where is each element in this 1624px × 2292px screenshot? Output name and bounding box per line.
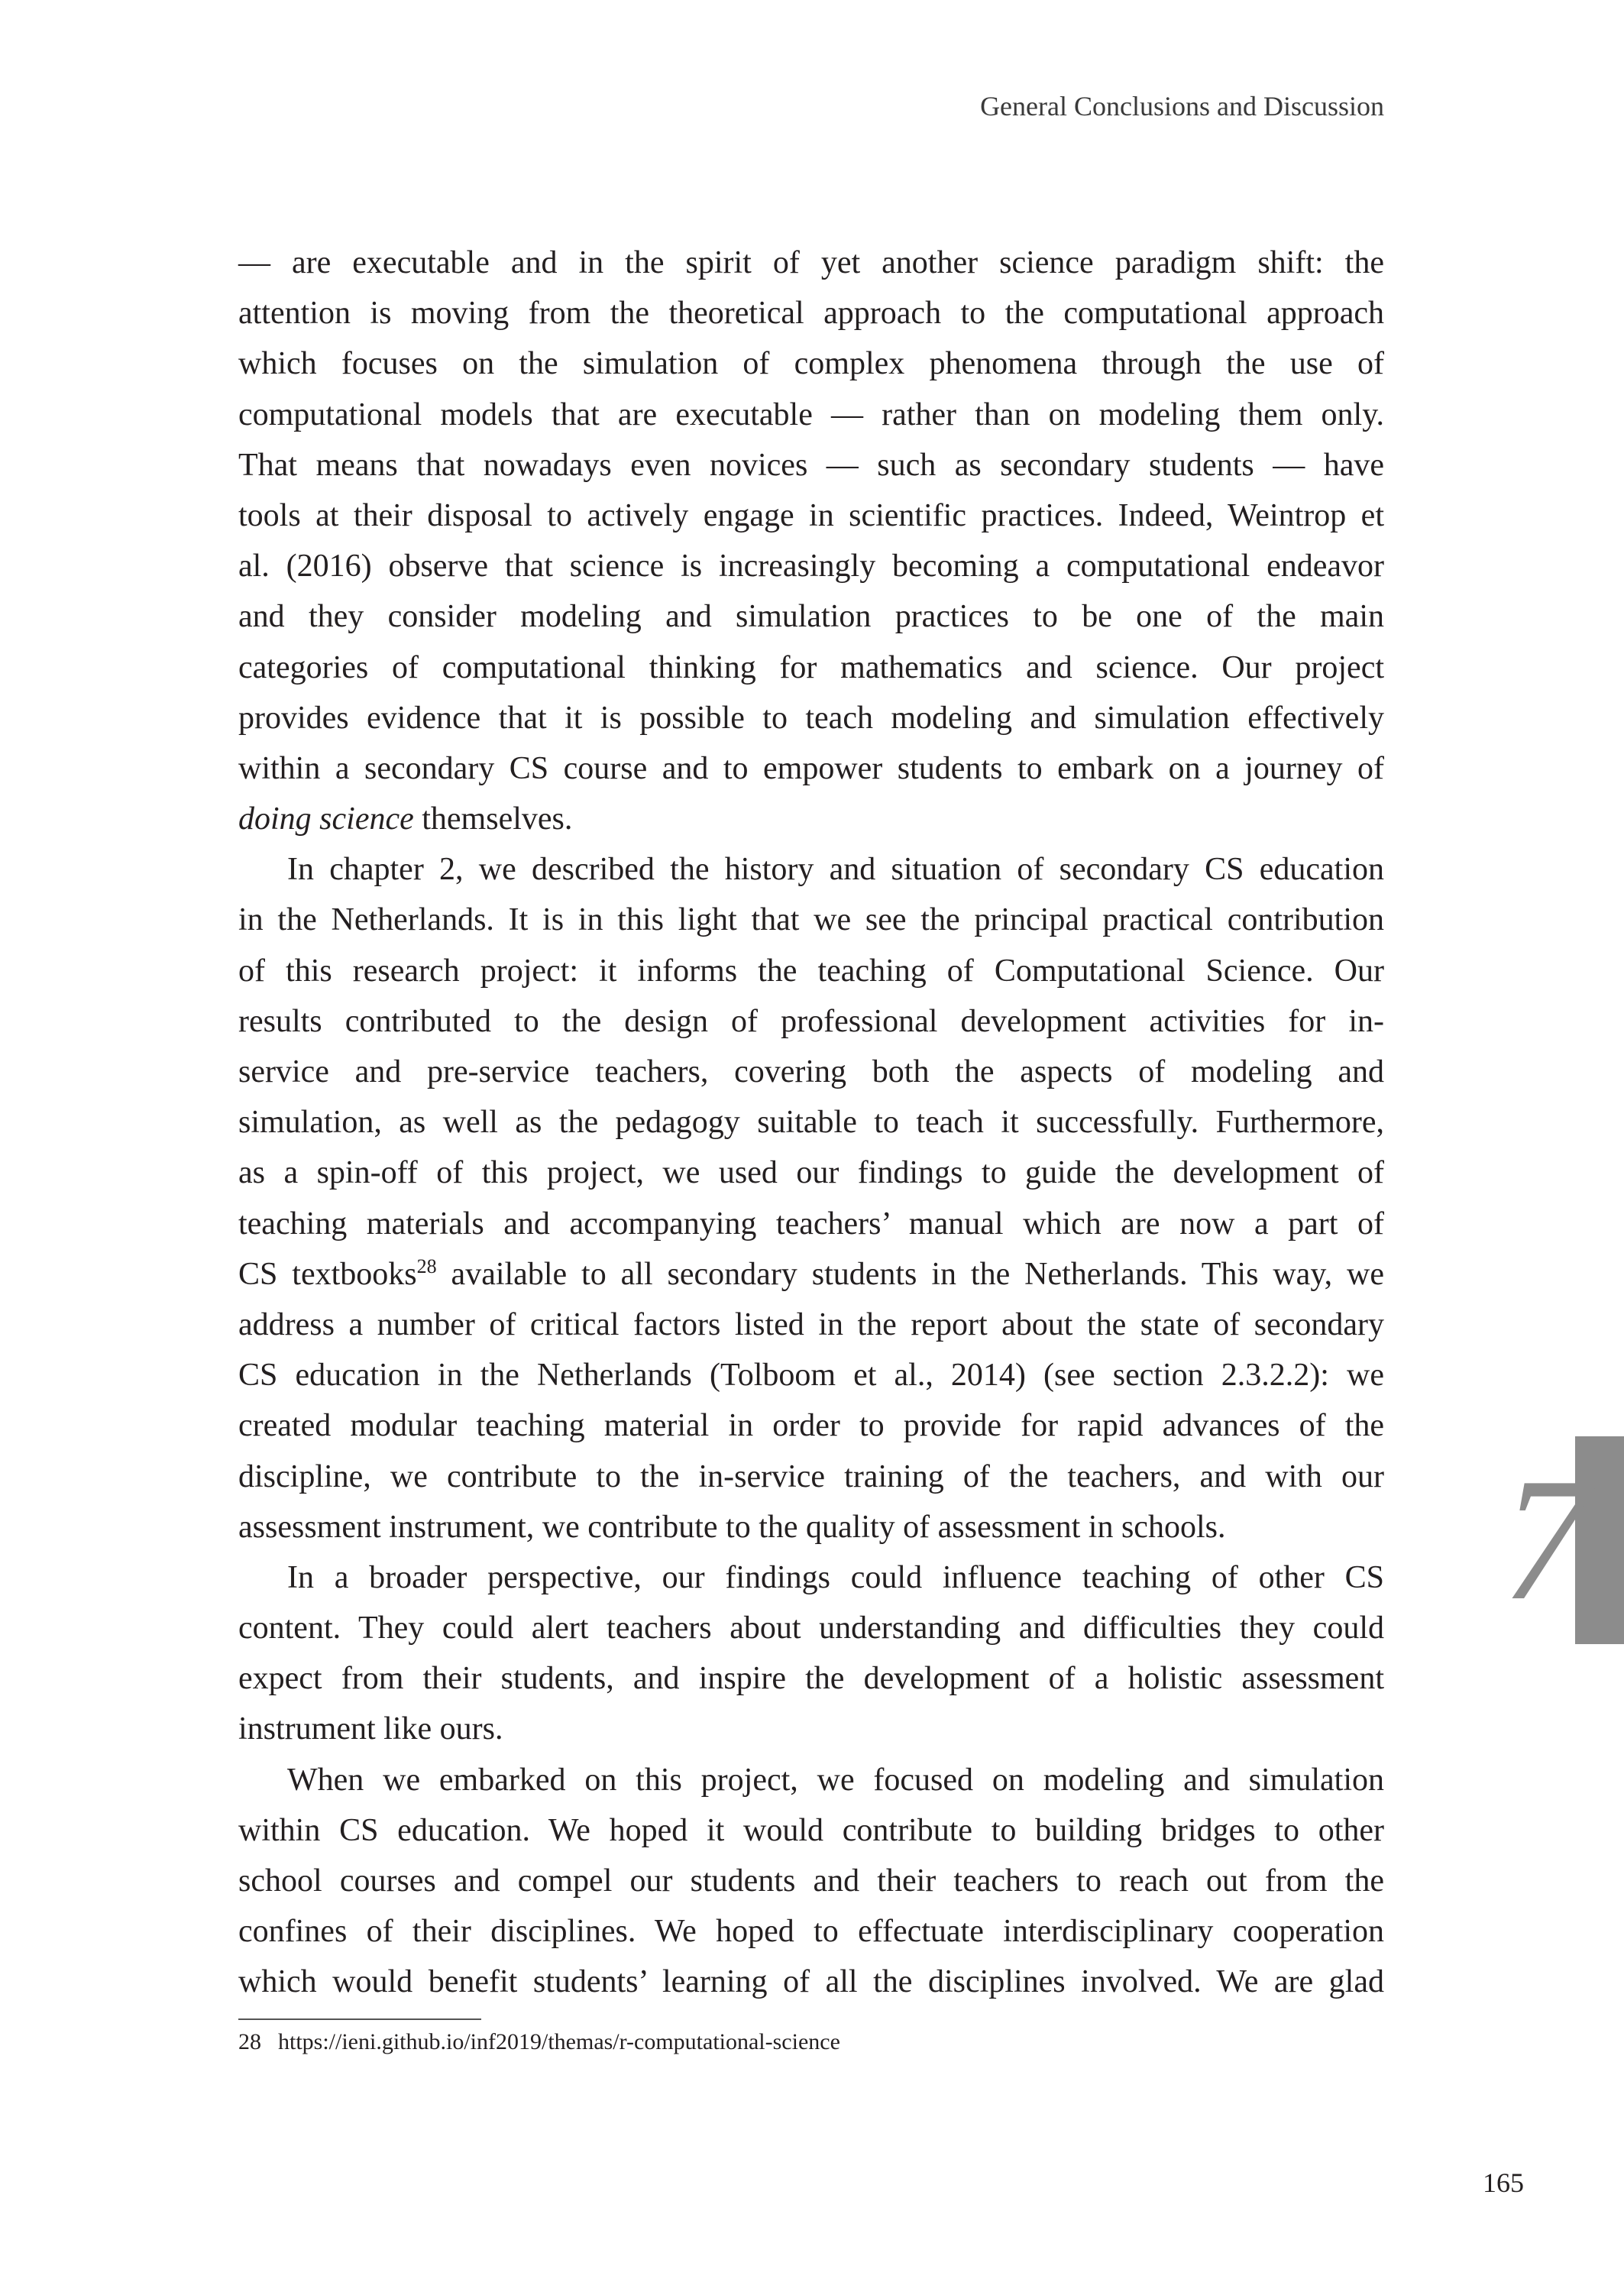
text-line: That means that nowadays even novices — such as secondary students — have [238, 447, 1384, 483]
text-line: In chapter 2, we described the history and situation of secondary CS education [287, 852, 1384, 888]
text-line: created modular teaching material in order to provide for rapid advances of the [238, 1408, 1384, 1444]
text-line: When we embarked on this project, we focused on modeling and simulation [287, 1762, 1384, 1798]
emphasis: doing science [238, 801, 414, 837]
text-line: service and pre-service teachers, covering both the aspects of modeling and [238, 1054, 1384, 1089]
text-line: results contributed to the design of professional development activities for in- [238, 1003, 1384, 1039]
text-line: school courses and compel our students and their teachers to reach out from the [238, 1863, 1384, 1899]
text-line: al. (2016) observe that science is increasingly becoming a computational endeavor [238, 549, 1384, 584]
text-line: and they consider modeling and simulation practices to be one of the main [238, 599, 1384, 635]
text-line: In a broader perspective, our findings could influence teaching of other CS [287, 1559, 1384, 1595]
text-line: instrument like ours. [238, 1711, 503, 1747]
text-line: within CS education. We hoped it would contribute to building bridges to other [238, 1812, 1384, 1848]
chapter-number: 7 [1502, 1442, 1590, 1636]
text-line: expect from their students, and inspire the development of a holistic assessment [238, 1661, 1384, 1697]
text-line: simulation, as well as the pedagogy suitable to teach it successfully. Furthermore, [238, 1105, 1384, 1141]
footnote-ref[interactable]: 28 [416, 1254, 437, 1277]
paragraph [238, 238, 1384, 844]
footnote [238, 2029, 840, 2055]
text-line: which focuses on the simulation of complex phenomena through the use of [238, 346, 1384, 382]
text-fragment: themselves. [413, 801, 573, 837]
text-line [238, 794, 1384, 844]
text-fragment: available to all secondary students in the Netherlands. This way, we [436, 1256, 1384, 1292]
paragraph [238, 844, 1384, 1552]
text-line: address a number of critical factors listed in the report about the state of secondary [238, 1306, 1384, 1342]
body-text [238, 238, 1384, 2008]
text-line: as a spin-off of this project, we used our findings to guide the development of [238, 1155, 1384, 1191]
text-line: teaching materials and accompanying teachers’ manual which are now a part of [238, 1206, 1384, 1242]
page-number: 165 [1483, 2167, 1524, 2198]
text-line: CS education in the Netherlands (Tolboom et al., 2014) (see section 2.3.2.2): we [238, 1358, 1384, 1394]
footnote-divider [238, 2018, 481, 2020]
text-line: discipline, we contribute to the in-service training of the teachers, and with our [238, 1458, 1384, 1494]
text-line: computational models that are executable — rather than on modeling them only. [238, 397, 1384, 432]
text-fragment: CS textbooks [238, 1256, 417, 1292]
text-line: tools at their disposal to actively engage in scientific practices. Indeed, Weintrop et [238, 497, 1384, 533]
text-line: in the Netherlands. It is in this light that we see the principal practical contribution [238, 902, 1384, 938]
text-line: — are executable and in the spirit of yet another science paradigm shift: the [238, 245, 1384, 280]
text-line: of this research project: it informs the teaching of Computational Science. Our [238, 953, 1384, 989]
text-line: provides evidence that it is possible to teach modeling and simulation effectively [238, 700, 1384, 736]
text-line: assessment instrument, we contribute to the quality of assessment in schools. [238, 1509, 1226, 1545]
footnote-link[interactable]: https://ieni.github.io/inf2019/themas/r-computational-science [278, 2029, 840, 2054]
running-header: General Conclusions and Discussion [980, 91, 1384, 121]
text-line: categories of computational thinking for mathematics and science. Our project [238, 649, 1384, 685]
text-line: attention is moving from the theoretical approach to the computational approach [238, 296, 1384, 332]
footnote-number: 28 [238, 2029, 261, 2054]
text-line [238, 1249, 1384, 1300]
paragraph [238, 1552, 1384, 1755]
text-line: content. They could alert teachers about understanding and difficulties they could [238, 1611, 1384, 1646]
text-line: which would benefit students’ learning of all the disciplines involved. We are glad [238, 1964, 1384, 2000]
paragraph [238, 1755, 1384, 2008]
text-line: confines of their disciplines. We hoped to effectuate interdisciplinary cooperation [238, 1914, 1384, 1950]
text-line: within a secondary CS course and to empower students to embark on a journey of [238, 750, 1384, 786]
